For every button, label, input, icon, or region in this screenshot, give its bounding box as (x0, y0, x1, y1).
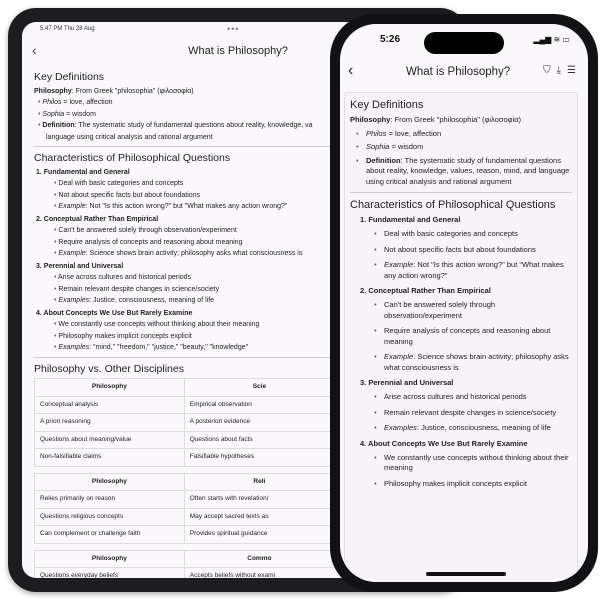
characteristic-sub-item: • Arise across cultures and historical periods (54, 273, 454, 284)
characteristic-sub-item: • Deal with basic categories and concepts (54, 179, 454, 190)
table-cell: Often starts with revelation/ (184, 491, 334, 509)
table-cell: Questions everyday beliefs (35, 568, 185, 579)
characteristic-item: 2. Conceptual Rather Than Empirical (360, 286, 491, 295)
characteristic-sub-item: • We constantly use concepts without thinking about their meaning (54, 320, 454, 331)
table-row (35, 526, 335, 544)
sophia-bullet (356, 142, 572, 153)
table-cell: Accepts beliefs without exami (184, 568, 334, 579)
table-header-cell: Philosophy (35, 473, 185, 491)
characteristic-sub-item: • Require analysis of concepts and reasoning about meaning (374, 326, 572, 347)
phone-nav-bar (340, 54, 588, 88)
table-cell: Relies primarily on reason (35, 491, 185, 509)
table-cell: Questions about facts (184, 431, 334, 449)
bookmark-icon[interactable]: ⛉ (543, 65, 557, 76)
phone-page-title: What is Philosophy? (406, 66, 511, 78)
philos-term: Philos (366, 128, 387, 138)
philos-text: = love, affection (386, 128, 442, 138)
definition-bullet (356, 156, 572, 188)
comparison-table (34, 378, 334, 467)
tablet-status-time: 5:47 PM Thu 28 Aug (40, 26, 95, 32)
definition-continuation: language using critical analysis and rational argument (46, 133, 213, 141)
sophia-text: = wisdom (389, 142, 424, 151)
table-header-cell: Scie (184, 379, 334, 397)
table-cell: Conceptual analysis (35, 396, 185, 414)
table-cell: Empirical observation (184, 396, 334, 414)
characteristic-item: 1. Fundamental and General (360, 215, 461, 224)
signal-wifi-battery-icon: ▂▄▆ ≋ ▭ (533, 35, 570, 44)
table-row (35, 431, 335, 449)
table-cell: Provides spiritual guidance (184, 526, 334, 544)
comparison-table (34, 550, 334, 579)
philos-text: = love, affection (61, 99, 113, 106)
sophia-term: Sophia (366, 142, 390, 151)
characteristic-sub-item: • Example: Science shows brain activity; philosophy asks what consciousness is (374, 352, 572, 373)
characteristics-list (350, 215, 572, 489)
philosophy-label: Philosophy (350, 115, 391, 124)
characteristic-sub-item: • Philosophy makes implicit concepts explicit (374, 479, 572, 490)
table-cell: Falsifiable hypotheses (184, 449, 334, 467)
characteristic-item: 4. About Concepts We Use But Rarely Examine (36, 309, 193, 317)
characteristic-sub-item: • Remain relevant despite changes in science/society (54, 285, 454, 296)
characteristic-sub-item: • Not about specific facts but about foundations (374, 245, 572, 256)
table-header-cell: Reli (184, 473, 334, 491)
key-definitions-heading: Key Definitions (34, 71, 105, 83)
table-row (35, 568, 335, 579)
philosophy-label: Philosophy (34, 87, 72, 95)
characteristic-sub-item: • Examples: Justice, consciousness, meaning of life (54, 296, 454, 307)
philosophy-text: : From Greek "philosophia" (φιλοσοφία) (71, 87, 194, 95)
characteristic-sub-item: • Remain relevant despite changes in science/society (374, 408, 572, 419)
table-row (35, 396, 335, 414)
table-header-cell: Philosophy (35, 550, 185, 568)
home-indicator[interactable] (426, 572, 506, 576)
disciplines-heading: Philosophy vs. Other Disciplines (34, 362, 184, 375)
characteristic-item: 3. Perennial and Universal (360, 378, 454, 387)
table-cell: Questions religious concepts (35, 508, 185, 526)
characteristic-item: 4. About Concepts We Use But Rarely Examine (360, 438, 528, 448)
multitask-dots-icon[interactable]: ••• (227, 24, 240, 34)
characteristic-sub-item: • Example: Not "Is this action wrong?" but "What makes any action wrong?" (54, 202, 454, 213)
list-icon[interactable]: ☰ (567, 65, 582, 76)
nav-actions (543, 65, 582, 76)
table-row (35, 508, 335, 526)
content-card (344, 92, 578, 582)
key-definitions-heading: Key Definitions (350, 99, 424, 111)
characteristic-sub-item: • We constantly use concepts without thinking about their meaning (374, 453, 572, 474)
table-header-cell: Philosophy (35, 379, 185, 397)
characteristic-sub-item: • Examples: Justice, consciousness, meaning of life (374, 423, 572, 434)
table-header-cell: Commo (184, 550, 334, 568)
comparison-table (34, 473, 334, 544)
table-cell: Can complement or challenge faith (35, 526, 185, 544)
table-row (35, 449, 335, 467)
characteristic-sub-item: • Example: Science shows brain activity; philosophy asks what consciousness is (54, 249, 454, 260)
characteristic-sub-item: • Deal with basic categories and concepts (374, 229, 572, 240)
characteristic-sub-item: • Arise across cultures and historical periods (374, 392, 572, 403)
divider (350, 192, 572, 193)
table-cell: May accept sacred texts as (184, 508, 334, 526)
characteristic-item: 3. Perennial and Universal (36, 262, 124, 270)
table-cell: A posteriori evidence (184, 414, 334, 432)
back-chevron-icon[interactable]: ‹ (348, 62, 354, 79)
characteristic-item: 2. Conceptual Rather Than Empirical (36, 215, 159, 223)
definition-text: : The systematic study of fundamental questions about reality, knowledge, va (74, 122, 313, 129)
characteristic-item: 1. Fundamental and General (36, 168, 130, 176)
tablet-page-title: What is Philosophy? (188, 45, 288, 57)
sophia-text: = wisdom (64, 110, 96, 118)
table-cell: A priori reasoning (35, 414, 185, 432)
table-cell: Questions about meaning/value (35, 431, 185, 449)
download-icon[interactable]: ⤓ (556, 65, 568, 76)
philosophy-definition (350, 115, 572, 126)
back-chevron-icon[interactable]: ‹ (32, 42, 37, 58)
characteristic-sub-item: • Example: Not "Is this action wrong?" but "What makes any action wrong?" (374, 260, 572, 281)
characteristic-sub-item: • Can't be answered solely through observation/experiment (54, 226, 454, 237)
table-cell: Non-falsifiable claims (35, 449, 185, 467)
characteristic-sub-item: • Examples: "mind," "freedom," "justice," "beauty," "knowledge" (54, 343, 454, 354)
definition-text: : The systematic study of fundamental questions about reality, knowledge, values, reason, mind, and language using critical analysis and rational argument (366, 155, 570, 186)
phone-device (330, 14, 598, 592)
definition-label: Definition (42, 122, 75, 129)
phone-status-time: 5:26 (380, 34, 401, 45)
sophia-term: Sophia (42, 110, 65, 118)
dynamic-island (424, 32, 504, 54)
phone-screen (340, 24, 588, 582)
characteristic-sub-item: • Can't be answered solely through observation/experiment (374, 300, 572, 321)
table-row (35, 491, 335, 509)
table-row (35, 414, 335, 432)
philosophy-text: : From Greek "philosophia" (φιλοσοφία) (390, 115, 522, 124)
philos-bullet (356, 129, 572, 140)
philos-term: Philos (42, 99, 62, 106)
characteristics-heading: Characteristics of Philosophical Questions (34, 152, 231, 164)
characteristics-heading: Characteristics of Philosophical Questions (350, 199, 556, 211)
characteristic-sub-item: • Philosophy makes implicit concepts explicit (54, 332, 454, 343)
definition-label: Definition (366, 155, 401, 165)
characteristic-sub-item: • Not about specific facts but about foundations (54, 191, 454, 202)
characteristic-sub-item: • Require analysis of concepts and reasoning about meaning (54, 238, 454, 249)
phone-status-bar (340, 24, 588, 54)
